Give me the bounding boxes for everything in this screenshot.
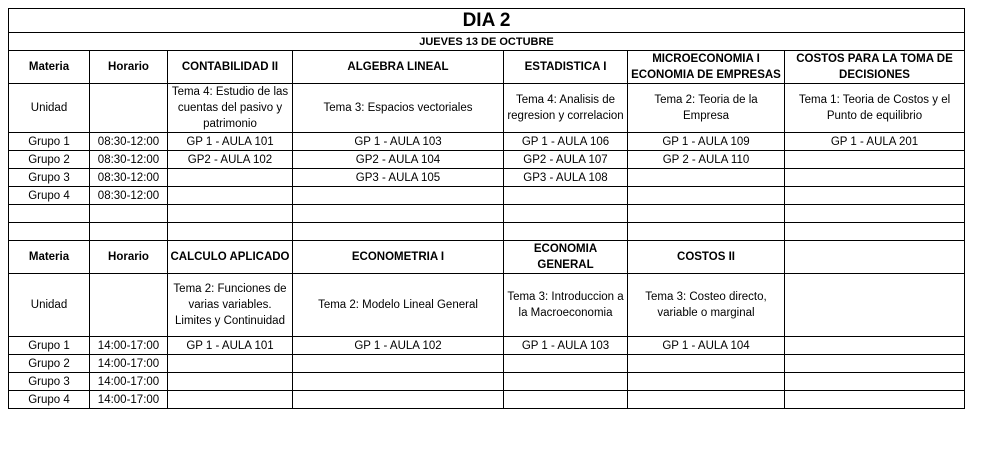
group-label: Grupo 2 [9,355,90,373]
room-cell: GP2 - AULA 107 [504,151,628,169]
unidad-label: Unidad [9,84,90,133]
unit-cell: Tema 3: Costeo directo, variable o marginal [628,274,785,337]
room-cell: GP 2 - AULA 110 [628,151,785,169]
subject-header: ALGEBRA LINEAL [293,51,504,84]
room-cell [628,391,785,409]
table-row [9,133,965,151]
room-cell: GP 1 - AULA 103 [293,133,504,151]
room-cell [168,391,293,409]
table-row [9,355,965,373]
afternoon-unit-row [9,274,965,337]
room-cell [628,187,785,205]
time-cell: 08:30-12:00 [90,169,168,187]
room-cell: GP 1 - AULA 103 [504,337,628,355]
unit-cell: Tema 1: Teoria de Costos y el Punto de equilibrio [785,84,965,133]
room-cell [168,187,293,205]
room-cell [785,151,965,169]
room-cell [785,169,965,187]
unit-cell: Tema 2: Modelo Lineal General [293,274,504,337]
room-cell: GP 1 - AULA 101 [168,337,293,355]
room-cell: GP 1 - AULA 109 [628,133,785,151]
room-cell: GP2 - AULA 102 [168,151,293,169]
empty-cell [90,274,168,337]
group-label: Grupo 4 [9,187,90,205]
room-cell [293,355,504,373]
time-cell: 14:00-17:00 [90,373,168,391]
page-title: DIA 2 [9,9,965,33]
room-cell [168,355,293,373]
room-cell: GP 1 - AULA 106 [504,133,628,151]
subject-header: ECONOMETRIA I [293,241,504,274]
spacer-row [9,205,965,223]
schedule-sheet [8,8,965,409]
time-cell: 08:30-12:00 [90,151,168,169]
room-cell [293,187,504,205]
group-label: Grupo 1 [9,337,90,355]
room-cell [504,355,628,373]
room-cell [785,391,965,409]
afternoon-header-row [9,241,965,274]
table-row [9,187,965,205]
horario-header: Horario [90,51,168,84]
room-cell [785,355,965,373]
time-cell: 14:00-17:00 [90,337,168,355]
unit-cell: Tema 4: Estudio de las cuentas del pasivo y patrimonio [168,84,293,133]
group-label: Grupo 2 [9,151,90,169]
subject-header: COSTOS PARA LA TOMA DE DECISIONES [785,51,965,84]
empty-cell [90,84,168,133]
morning-unit-row [9,84,965,133]
time-cell: 14:00-17:00 [90,391,168,409]
room-cell [168,169,293,187]
unidad-label: Unidad [9,274,90,337]
horario-header: Horario [90,241,168,274]
room-cell: GP2 - AULA 104 [293,151,504,169]
time-cell: 08:30-12:00 [90,133,168,151]
room-cell [293,391,504,409]
date-header: JUEVES 13 DE OCTUBRE [9,33,965,51]
group-label: Grupo 3 [9,373,90,391]
subject-header: CONTABILIDAD II [168,51,293,84]
room-cell: GP3 - AULA 105 [293,169,504,187]
room-cell: GP3 - AULA 108 [504,169,628,187]
room-cell [628,355,785,373]
schedule-table [8,8,965,409]
room-cell [504,187,628,205]
group-label: Grupo 3 [9,169,90,187]
room-cell [168,373,293,391]
room-cell [628,373,785,391]
subject-header: ESTADISTICA I [504,51,628,84]
room-cell: GP 1 - AULA 101 [168,133,293,151]
materia-header: Materia [9,51,90,84]
group-label: Grupo 4 [9,391,90,409]
room-cell [504,373,628,391]
unit-cell [785,274,965,337]
table-row [9,151,965,169]
room-cell [785,373,965,391]
room-cell [785,337,965,355]
room-cell [628,169,785,187]
unit-cell: Tema 2: Funciones de varias variables. Limites y Continuidad [168,274,293,337]
subject-header: CALCULO APLICADO [168,241,293,274]
materia-header: Materia [9,241,90,274]
spacer-row [9,223,965,241]
subject-header [785,241,965,274]
table-row [9,169,965,187]
unit-cell: Tema 2: Teoria de la Empresa [628,84,785,133]
morning-header-row [9,51,965,84]
room-cell: GP 1 - AULA 201 [785,133,965,151]
table-row [9,373,965,391]
room-cell: GP 1 - AULA 104 [628,337,785,355]
unit-cell: Tema 4: Analisis de regresion y correlacion [504,84,628,133]
room-cell: GP 1 - AULA 102 [293,337,504,355]
table-row [9,337,965,355]
subject-header: ECONOMIA GENERAL [504,241,628,274]
time-cell: 14:00-17:00 [90,355,168,373]
room-cell [293,373,504,391]
group-label: Grupo 1 [9,133,90,151]
subject-header: MICROECONOMIA I ECONOMIA DE EMPRESAS [628,51,785,84]
table-row [9,391,965,409]
unit-cell: Tema 3: Introduccion a la Macroeconomia [504,274,628,337]
subject-header: COSTOS II [628,241,785,274]
unit-cell: Tema 3: Espacios vectoriales [293,84,504,133]
room-cell [785,187,965,205]
room-cell [504,391,628,409]
time-cell: 08:30-12:00 [90,187,168,205]
